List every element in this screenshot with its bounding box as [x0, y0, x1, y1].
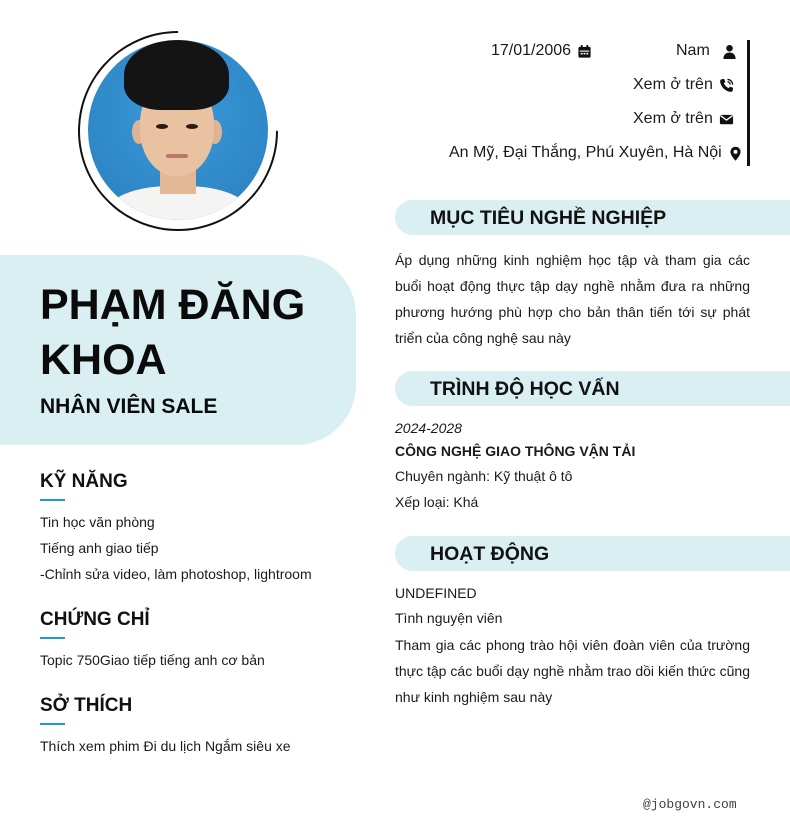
hobbies-text: Thích xem phim Đi du lịch Ngắm siêu xe	[40, 738, 291, 754]
contact-divider	[747, 40, 750, 166]
gender-text: Nam	[676, 42, 710, 59]
objective-heading: MỤC TIÊU NGHỀ NGHIỆP	[430, 207, 667, 229]
activity-organization: UNDEFINED	[395, 585, 477, 601]
watermark: @jobgovn.com	[643, 797, 737, 812]
certificates-underline	[40, 637, 65, 639]
activities-heading: HOẠT ĐỘNG	[430, 543, 550, 565]
phone-row	[633, 74, 734, 96]
calendar-icon	[577, 44, 592, 59]
birthdate-text: 17/01/2006	[491, 42, 572, 59]
certificates-heading: CHỨNG CHỈ	[40, 609, 150, 630]
skill-item: Tiếng anh giao tiếp	[40, 540, 159, 556]
address-row	[449, 142, 743, 164]
hobbies-heading: SỞ THÍCH	[40, 695, 133, 716]
education-major: Chuyên ngành: Kỹ thuật ô tô	[395, 468, 573, 484]
envelope-icon	[719, 112, 734, 127]
certificates-text: Topic 750Giao tiếp tiếng anh cơ bản	[40, 652, 265, 668]
phone-icon	[719, 78, 734, 93]
skill-item: -Chỉnh sửa video, làm photoshop, lightroom	[40, 566, 312, 582]
skills-underline	[40, 499, 65, 501]
skill-item: Tin học văn phòng	[40, 514, 155, 530]
objective-text: Áp dụng những kinh nghiệm học tập và tham gia các buổi hoạt động thực tập dạy nghề nhằm đưa ra những phương hướng phù hợp cho bản thân tiến tới sự phát triển của công nghệ sau này	[395, 252, 750, 346]
candidate-name: PHẠM ĐĂNG KHOA	[40, 281, 306, 384]
job-title: NHÂN VIÊN SALE	[40, 395, 218, 418]
phone-text: Xem ở trên	[633, 76, 713, 93]
email-text: Xem ở trên	[633, 110, 713, 127]
location-pin-icon	[728, 146, 743, 161]
activity-role: Tình nguyện viên	[395, 610, 503, 626]
email-row	[633, 108, 734, 130]
birthdate-row	[491, 40, 592, 62]
education-years: 2024-2028	[395, 420, 462, 436]
address-text: An Mỹ, Đại Thắng, Phú Xuyên, Hà Nội	[449, 144, 722, 161]
hobbies-underline	[40, 723, 65, 725]
skills-heading: KỸ NĂNG	[40, 471, 128, 492]
person-icon	[722, 44, 737, 59]
gender-row	[676, 40, 737, 62]
activity-description: Tham gia các phong trào hội viên đoàn viên của trường thực tập các buổi dạy nghề nhằm trao dồi kiến thức cũng như kinh nghiệm sau này	[395, 637, 750, 705]
education-grade: Xếp loại: Khá	[395, 494, 479, 510]
education-school: CÔNG NGHỆ GIAO THÔNG VẬN TẢI	[395, 443, 636, 459]
education-heading: TRÌNH ĐỘ HỌC VẤN	[430, 378, 620, 400]
profile-photo	[88, 40, 268, 220]
